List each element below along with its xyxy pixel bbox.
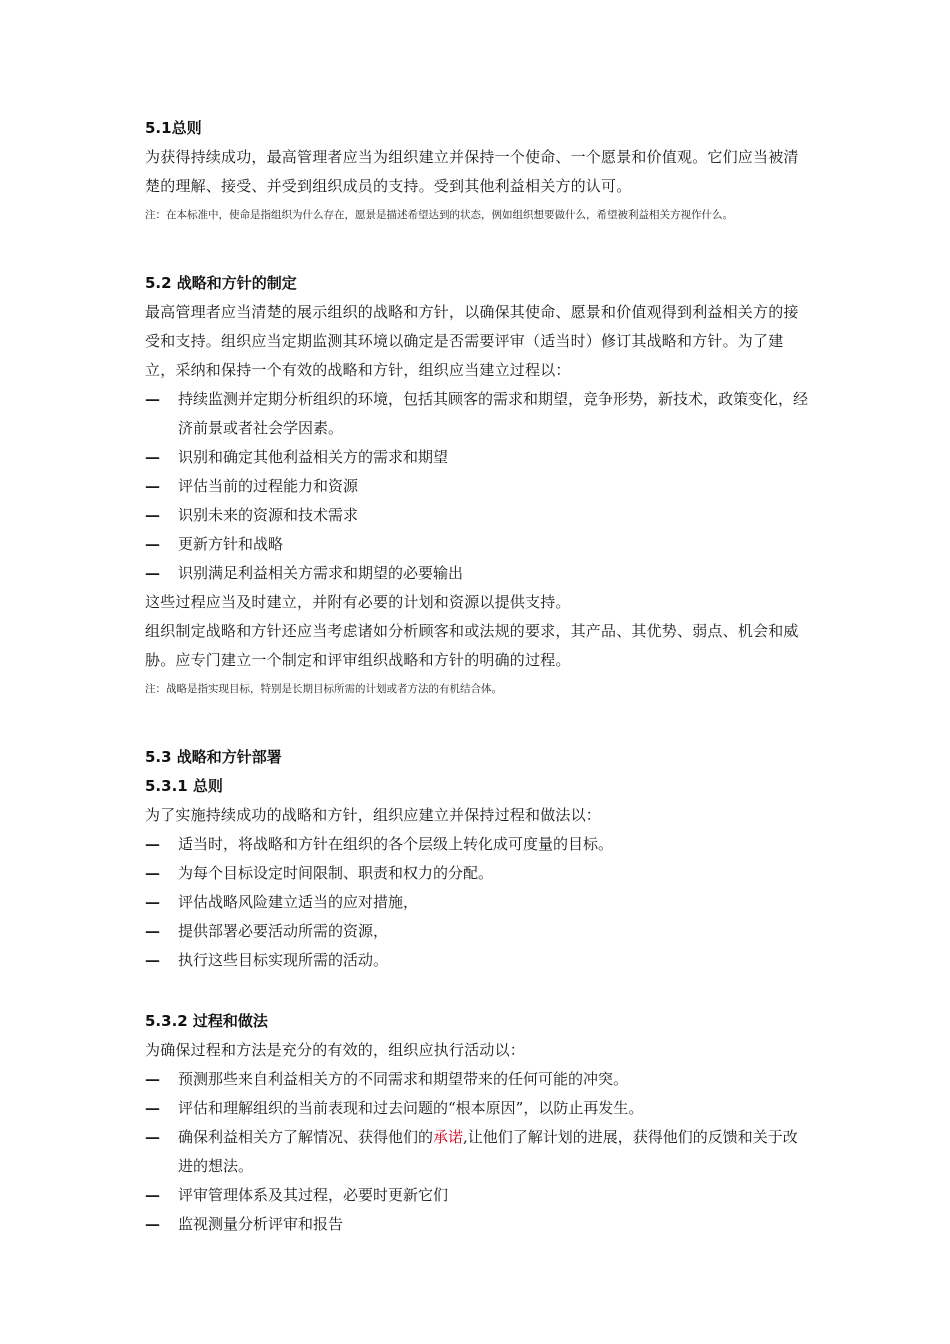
list-item	[145, 946, 811, 975]
list-item	[145, 385, 811, 443]
dash-bullet: —	[145, 448, 160, 466]
dash-bullet: —	[145, 1215, 160, 1233]
list-item	[145, 888, 811, 917]
section-heading: 5.3 战略和方针部署	[145, 748, 282, 766]
document-page	[145, 114, 811, 1239]
paragraph: 为确保过程和方法是充分的有效的，组织应执行活动以：	[145, 1041, 526, 1059]
note: 注：在本标准中，使命是指组织为什么存在，愿景是描述希望达到的状态，例如组织想要做什么，希望被利益相关方视作什么。	[145, 209, 733, 221]
list-item-text: 识别未来的资源和技术需求	[178, 506, 359, 524]
list-item-text-end: ,让他们了解计划的进展，获得他们的反馈和关于改进的想法。	[178, 1128, 798, 1175]
list-item	[145, 1094, 811, 1123]
dash-bullet: —	[145, 922, 160, 940]
dash-bullet: —	[145, 1070, 160, 1088]
subsection-heading: 5.3.1 总则	[145, 777, 223, 795]
list-item	[145, 559, 811, 588]
dash-bullet: —	[145, 390, 160, 408]
section-heading: 5.2 战略和方针的制定	[145, 274, 297, 292]
dash-bullet: —	[145, 564, 160, 582]
paragraph: 组织制定战略和方针还应当考虑诸如分析顾客和或法规的要求，其产品、其优势、弱点、机会和威胁。应专门建立一个制定和评审组织战略和方针的明确的过程。	[145, 622, 799, 669]
list-item-text: 执行这些目标实现所需的活动。	[178, 951, 389, 969]
dash-bullet: —	[145, 535, 160, 553]
list-item	[145, 917, 811, 946]
list-item-text: 持续监测并定期分析组织的环境，包括其顾客的需求和期望，竞争形势，新技术，政策变化，经济前景或者社会学因素。	[178, 390, 809, 437]
list-item-text: 预测那些来自利益相关方的不同需求和期望带来的任何可能的冲突。	[178, 1070, 629, 1088]
paragraph: 最高管理者应当清楚的展示组织的战略和方针，以确保其使命、愿景和价值观得到利益相关方的接受和支持。组织应当定期监测其环境以确定是否需要评审（适当时）修订其战略和方针。为了建立，采纳和保持一个有效的战略和方针，组织应当建立过程以：	[145, 303, 799, 379]
list-item	[145, 830, 811, 859]
paragraph: 这些过程应当及时建立，并附有必要的计划和资源以提供支持。	[145, 593, 571, 611]
list-item	[145, 1181, 811, 1210]
list-item-text: 评估当前的过程能力和资源	[178, 477, 359, 495]
list-item-text: 为每个目标设定时间限制、职责和权力的分配。	[178, 864, 494, 882]
section-heading: 5.1总则	[145, 119, 202, 137]
paragraph: 为获得持续成功，最高管理者应当为组织建立并保持一个使命、一个愿景和价值观。它们应当被清楚的理解、接受、并受到组织成员的支持。受到其他利益相关方的认可。	[145, 148, 799, 195]
list-item-text: 评估和理解组织的当前表现和过去问题的“根本原因”，以防止再发生。	[178, 1099, 644, 1117]
dash-bullet: —	[145, 835, 160, 853]
list-item	[145, 1065, 811, 1094]
dash-bullet: —	[145, 477, 160, 495]
list-item-text: 识别和确定其他利益相关方的需求和期望	[178, 448, 449, 466]
list-item-text: 更新方针和战略	[178, 535, 284, 553]
list-item	[145, 1123, 811, 1181]
dash-bullet: —	[145, 951, 160, 969]
highlighted-text: 承诺	[433, 1128, 464, 1146]
list-item	[145, 472, 811, 501]
list-item	[145, 501, 811, 530]
paragraph: 为了实施持续成功的战略和方针，组织应建立并保持过程和做法以：	[145, 806, 602, 824]
list-item	[145, 1210, 811, 1239]
list-item-text: 评审管理体系及其过程，必要时更新它们	[178, 1186, 449, 1204]
dash-bullet: —	[145, 1186, 160, 1204]
list-item-text: 提供部署必要活动所需的资源，	[178, 922, 389, 940]
list-item-text: 监视测量分析评审和报告	[178, 1215, 344, 1233]
list-item-text: 评估战略风险建立适当的应对措施，	[178, 893, 419, 911]
subsection-heading: 5.3.2 过程和做法	[145, 1012, 268, 1030]
dash-bullet: —	[145, 506, 160, 524]
list-item-text-start: 确保利益相关方了解情况、获得他们的	[178, 1128, 434, 1146]
list-item	[145, 530, 811, 559]
list-item	[145, 443, 811, 472]
dash-bullet: —	[145, 1099, 160, 1117]
list-item	[145, 859, 811, 888]
list-item-text: 识别满足利益相关方需求和期望的必要输出	[178, 564, 464, 582]
list-item-text: 适当时，将战略和方针在组织的各个层级上转化成可度量的目标。	[178, 835, 614, 853]
dash-bullet: —	[145, 893, 160, 911]
dash-bullet: —	[145, 864, 160, 882]
note: 注：战略是指实现目标，特别是长期目标所需的计划或者方法的有机结合体。	[145, 683, 502, 695]
dash-bullet: —	[145, 1128, 160, 1146]
